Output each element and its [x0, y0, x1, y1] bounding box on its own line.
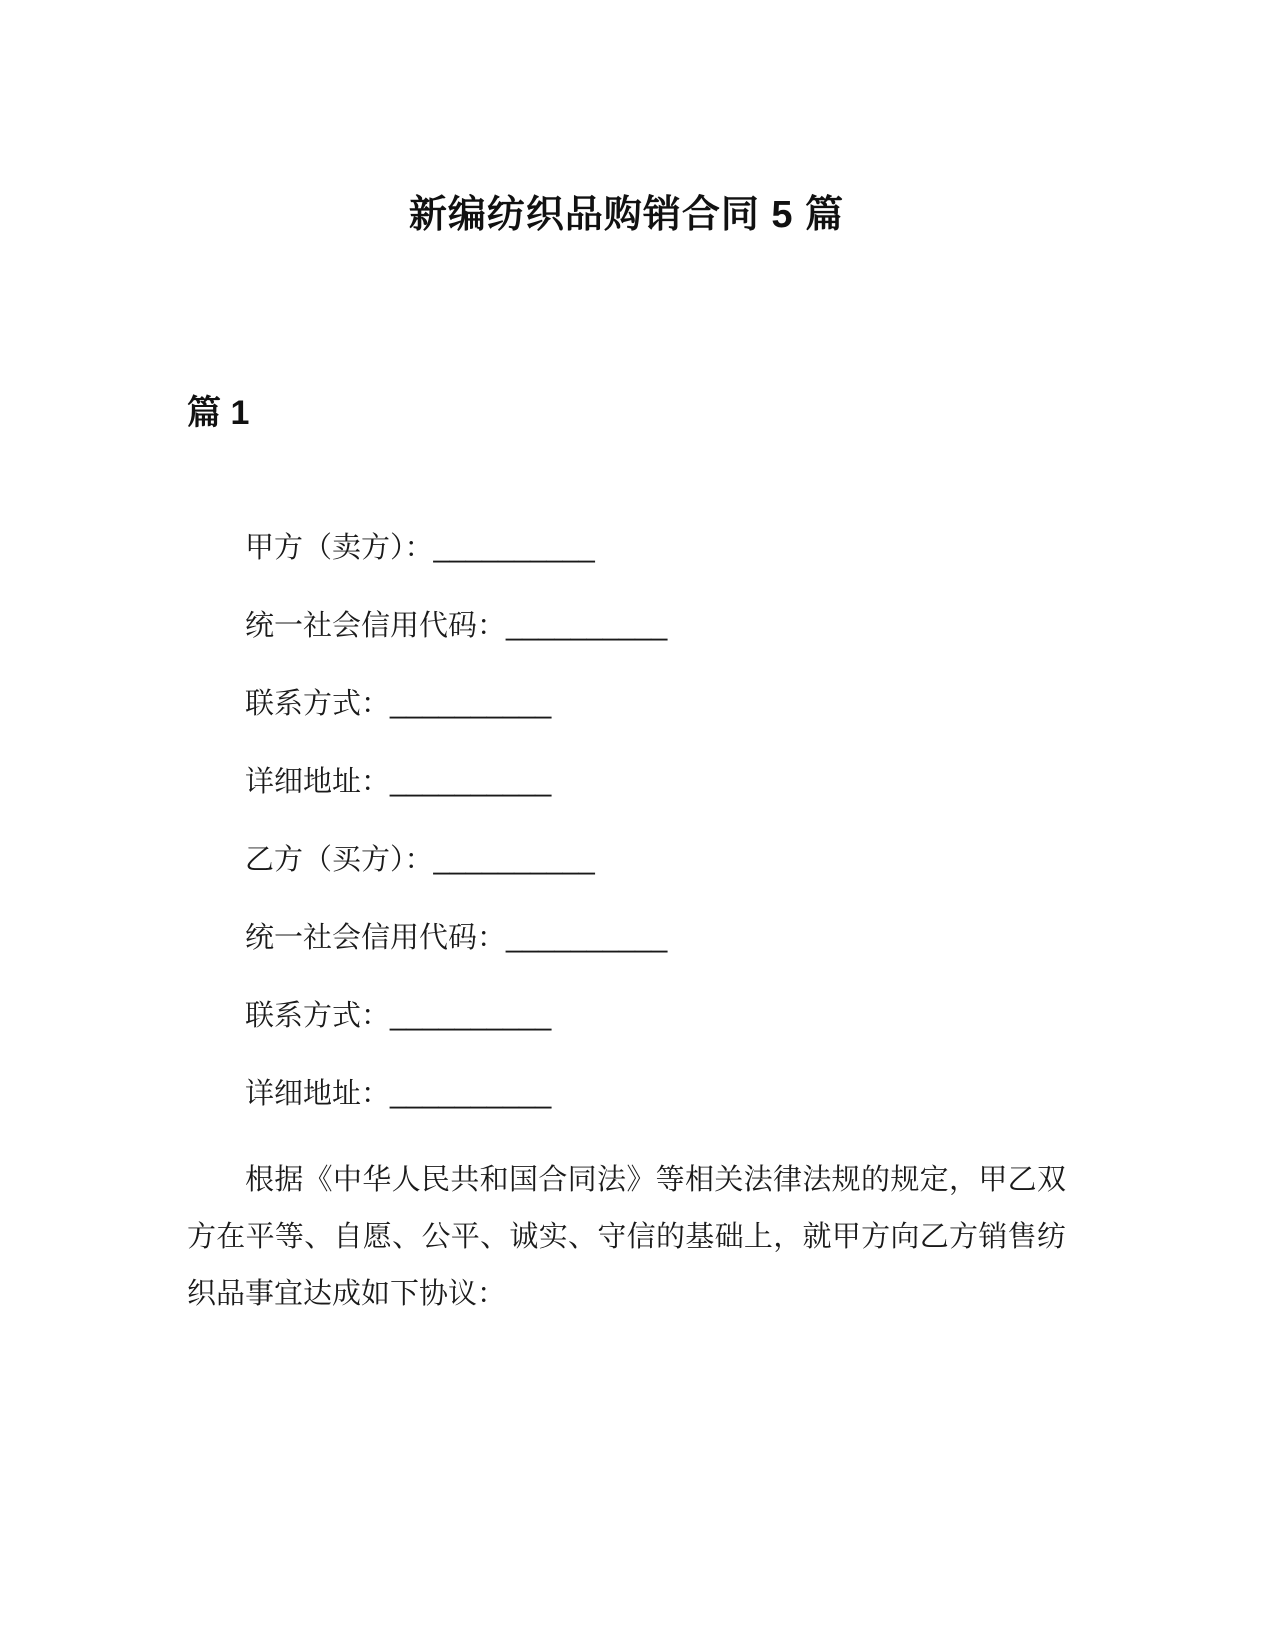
blank-underline: __________ — [506, 610, 668, 642]
form-line-seller-contact — [187, 684, 1066, 724]
blank-underline: __________ — [433, 532, 595, 564]
section-heading: 篇 1 — [187, 394, 250, 432]
form-line-seller-address — [187, 762, 1066, 802]
form-line-label: 联系方式： — [245, 688, 391, 720]
party-info-section — [187, 528, 1066, 1114]
form-line-buyer-contact — [187, 996, 1066, 1036]
blank-underline: __________ — [433, 844, 595, 876]
document-title: 新编纺织品购销合同 5 篇 — [408, 194, 845, 236]
form-line-label: 统一社会信用代码： — [245, 610, 507, 642]
blank-underline: __________ — [390, 688, 552, 720]
form-line-label: 详细地址： — [245, 1078, 391, 1110]
blank-underline: __________ — [390, 1000, 552, 1032]
blank-underline: __________ — [390, 766, 552, 798]
form-line-seller — [187, 528, 1066, 568]
form-line-buyer-credit-code — [187, 918, 1066, 958]
blank-underline: __________ — [506, 922, 668, 954]
blank-underline: __________ — [390, 1078, 552, 1110]
form-line-seller-credit-code — [187, 606, 1066, 646]
intro-paragraph: 根据《中华人民共和国合同法》等相关法律法规的规定，甲乙双方在平等、自愿、公平、诚实、守信的基础上，就甲方向乙方销售纺织品事宜达成如下协议： — [187, 1164, 1066, 1310]
form-line-buyer — [187, 840, 1066, 880]
document-content — [0, 190, 1275, 1323]
form-line-buyer-address — [187, 1074, 1066, 1114]
form-line-label: 联系方式： — [245, 1000, 391, 1032]
form-line-label: 详细地址： — [245, 766, 391, 798]
form-line-label: 甲方（卖方）： — [245, 532, 434, 564]
form-line-label: 乙方（买方）： — [245, 844, 434, 876]
form-line-label: 统一社会信用代码： — [245, 922, 507, 954]
